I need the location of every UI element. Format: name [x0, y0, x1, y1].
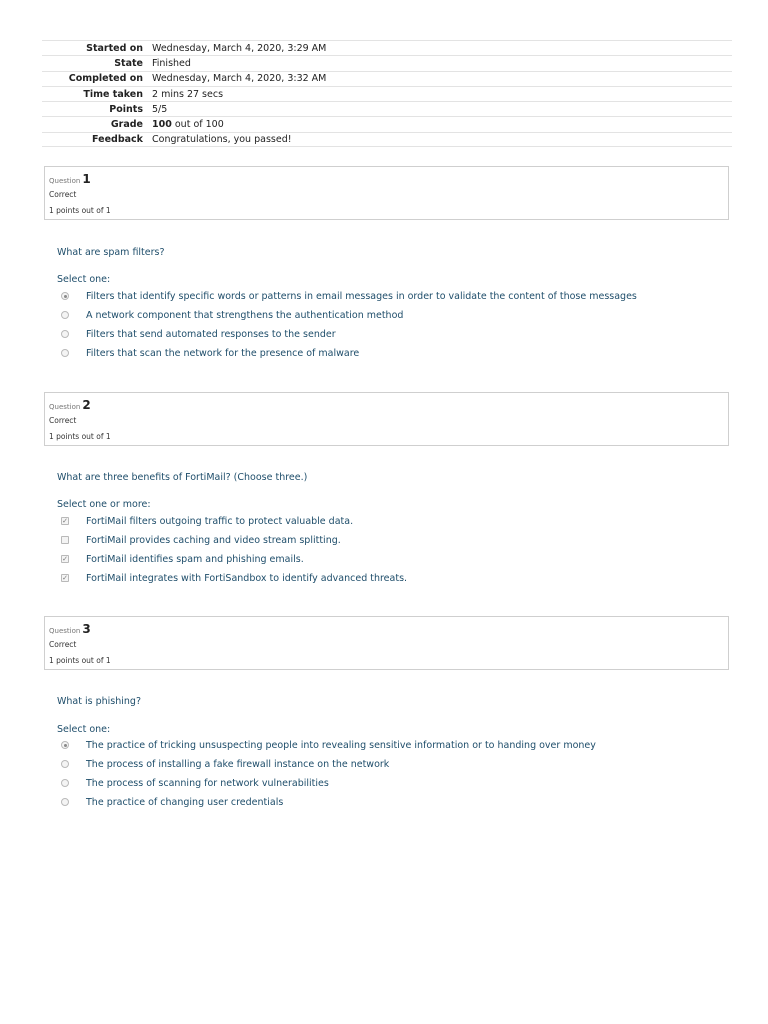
answer-prompt: Select one:: [57, 274, 111, 285]
question-number: 1: [82, 172, 91, 186]
radio-button[interactable]: [61, 798, 69, 806]
question-number-line: [49, 172, 724, 187]
answer-option[interactable]: [60, 346, 359, 360]
answer-option[interactable]: [60, 795, 283, 809]
answer-text: FortiMail integrates with FortiSandbox to identify advanced threats.: [86, 572, 408, 584]
answer-option[interactable]: [60, 289, 637, 303]
summary-value: Congratulations, you passed!: [152, 133, 292, 145]
summary-label: Time taken: [83, 88, 143, 100]
summary-row-completed-on: [42, 71, 732, 86]
question-text: What are spam filters?: [57, 247, 165, 258]
summary-value: 5/5: [152, 103, 168, 115]
question-label: Question: [49, 177, 81, 185]
answer-text: The process of scanning for network vulnerabilities: [86, 777, 329, 789]
answer-text: A network component that strengthens the authentication method: [86, 309, 404, 321]
question-state: Correct: [49, 416, 77, 425]
summary-value: 2 mins 27 secs: [152, 88, 224, 100]
radio-button[interactable]: [61, 779, 69, 787]
question-number-line: [49, 398, 724, 413]
summary-label: Started on: [86, 42, 143, 54]
question-number-line: [49, 622, 724, 637]
answer-prompt: Select one:: [57, 724, 111, 735]
summary-value: [143, 119, 224, 130]
question-text: What is phishing?: [57, 696, 141, 707]
answer-option[interactable]: [60, 552, 304, 566]
answer-text: FortiMail identifies spam and phishing emails.: [86, 553, 304, 565]
answer-option[interactable]: [60, 738, 596, 752]
summary-label: Feedback: [92, 133, 143, 145]
answer-text: The practice of changing user credentials: [86, 796, 284, 808]
question-info-box: [44, 166, 729, 220]
summary-label: Grade: [110, 119, 143, 131]
answer-text: The process of installing a fake firewall instance on the network: [86, 758, 390, 770]
summary-label: Points: [109, 103, 143, 115]
radio-button[interactable]: [61, 311, 69, 319]
summary-row-grade: [42, 116, 732, 131]
summary-value: Wednesday, March 4, 2020, 3:32 AM: [152, 73, 327, 85]
attempt-summary-table: [42, 40, 732, 147]
answer-option[interactable]: [60, 757, 389, 771]
question-grade: 1 points out of 1: [49, 206, 111, 215]
summary-row-time-taken: [42, 86, 732, 101]
summary-row-started-on: [42, 40, 732, 55]
summary-label: Completed on: [68, 73, 143, 85]
checkbox[interactable]: [61, 536, 69, 544]
question-grade: 1 points out of 1: [49, 656, 111, 665]
radio-button[interactable]: [61, 760, 69, 768]
summary-label: State: [114, 57, 143, 69]
question-info-box: [44, 616, 729, 670]
answer-option[interactable]: [60, 571, 407, 585]
question-info-box: [44, 392, 729, 446]
question-label: Question: [49, 403, 81, 411]
question-state: Correct: [49, 190, 77, 199]
question-number: 2: [82, 398, 91, 412]
radio-button[interactable]: [61, 741, 69, 749]
answer-text: Filters that scan the network for the presence of malware: [86, 347, 360, 359]
answer-text: The practice of tricking unsuspecting people into revealing sensitive information or to handing over money: [86, 739, 596, 751]
answer-text: FortiMail provides caching and video stream splitting.: [86, 534, 341, 546]
radio-button[interactable]: [61, 349, 69, 357]
answer-text: Filters that send automated responses to the sender: [86, 328, 336, 340]
summary-row-feedback: [42, 132, 732, 147]
summary-value: Wednesday, March 4, 2020, 3:29 AM: [152, 42, 327, 54]
grade-suffix: out of 100: [174, 119, 224, 131]
answer-option[interactable]: [60, 514, 353, 528]
checkbox[interactable]: ✓: [62, 574, 68, 582]
radio-button[interactable]: [61, 292, 69, 300]
question-number: 3: [82, 622, 91, 636]
answer-option[interactable]: [60, 327, 336, 341]
answer-option[interactable]: [60, 533, 341, 547]
answer-option[interactable]: [60, 776, 329, 790]
summary-value: Finished: [152, 57, 191, 69]
radio-button[interactable]: [61, 330, 69, 338]
summary-row-state: [42, 55, 732, 70]
grade-score: 100: [152, 119, 172, 131]
checkbox[interactable]: ✓: [62, 517, 68, 525]
answer-text: FortiMail filters outgoing traffic to protect valuable data.: [86, 515, 354, 527]
answer-text: Filters that identify specific words or patterns in email messages in order to validate the content of those messages: [86, 290, 637, 302]
question-label: Question: [49, 627, 81, 635]
answer-option[interactable]: [60, 308, 403, 322]
checkbox[interactable]: ✓: [62, 555, 68, 563]
question-grade: 1 points out of 1: [49, 432, 111, 441]
question-state: Correct: [49, 640, 77, 649]
summary-row-points: [42, 101, 732, 116]
question-text: What are three benefits of FortiMail? (Choose three.): [57, 472, 308, 483]
answer-prompt: Select one or more:: [57, 499, 151, 510]
